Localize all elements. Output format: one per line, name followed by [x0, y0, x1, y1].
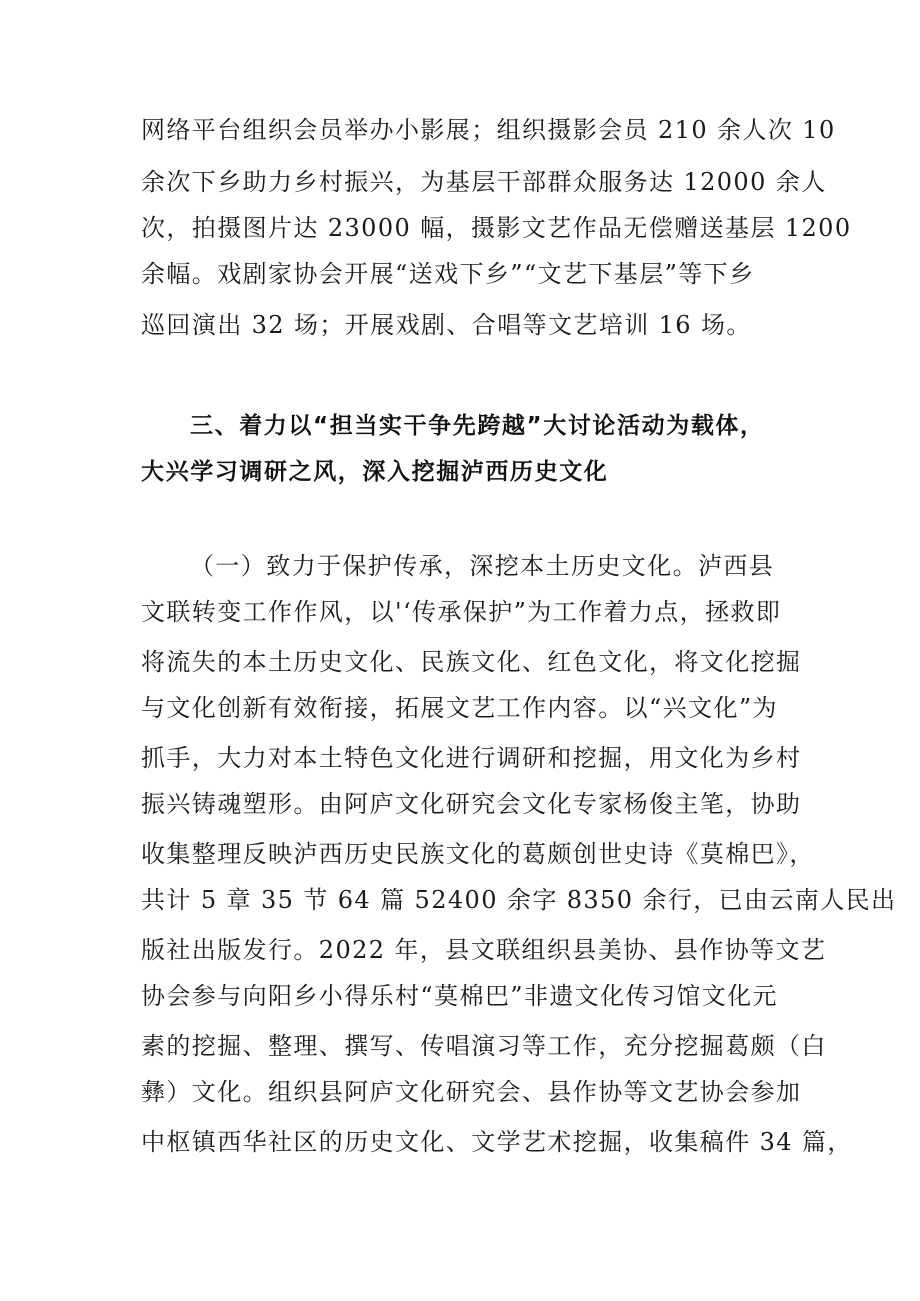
paragraph-line: 余次下乡助力乡村振兴，为基层干部群众服务达 12000 余人 [141, 168, 827, 196]
paragraph-line: 共计 5 章 35 节 64 篇 52400 余字 8350 余行，已由云南人民出 [141, 886, 897, 914]
section-heading-line: 三、着力以“担当实干争先跨越”大讨论活动为载体， [190, 413, 765, 439]
section-heading-line: 大兴学习调研之风，深入挖掘泸西历史文化 [141, 459, 609, 485]
paragraph-line: 余幅。戏剧家协会开展“送戏下乡”“文艺下基层”等下乡 [141, 260, 755, 288]
paragraph-line: 次，拍摄图片达 23000 幅，摄影文艺作品无偿赠送基层 1200 [141, 214, 852, 242]
paragraph-line: 振兴铸魂塑形。由阿庐文化研究会文化专家杨俊主笔，协助 [141, 790, 802, 818]
paragraph-line: （一）致力于保护传承，深挖本土历史文化。泸西县 [190, 552, 775, 580]
paragraph-line: 素的挖掘、整理、撰写、传唱演习等工作，充分挖掘葛颇（白 [141, 1032, 827, 1060]
paragraph-line: 彝）文化。组织县阿庐文化研究会、县作协等文艺协会参加 [141, 1078, 802, 1106]
paragraph-line: 将流失的本土历史文化、民族文化、红色文化，将文化挖掘 [141, 648, 802, 676]
paragraph-line: 网络平台组织会员举办小影展；组织摄影会员 210 余人次 10 [141, 116, 836, 144]
paragraph-line: 与文化创新有效衔接，拓展文艺工作内容。以“兴文化”为 [141, 694, 778, 722]
paragraph-line: 收集整理反映泸西历史民族文化的葛颇创世史诗《莫棉巴》， [141, 840, 815, 868]
paragraph-line: 抓手，大力对本土特色文化进行调研和挖掘，用文化为乡村 [141, 744, 802, 772]
paragraph-line: 协会参与向阳乡小得乐村“莫棉巴”非遗文化传习馆文化元 [141, 982, 778, 1010]
paragraph-line: 巡回演出 32 场；开展戏剧、合唱等文艺培训 16 场。 [141, 311, 752, 339]
paragraph-line: 中枢镇西华社区的历史文化、文学艺术挖掘，收集稿件 34 篇， [141, 1128, 853, 1156]
paragraph-line: 版社出版发行。2022 年，县文联组织县美协、县作协等文艺 [141, 936, 827, 964]
paragraph-line: 文联转变工作作风，以'‘传承保护”为工作着力点，拯救即 [141, 598, 782, 626]
